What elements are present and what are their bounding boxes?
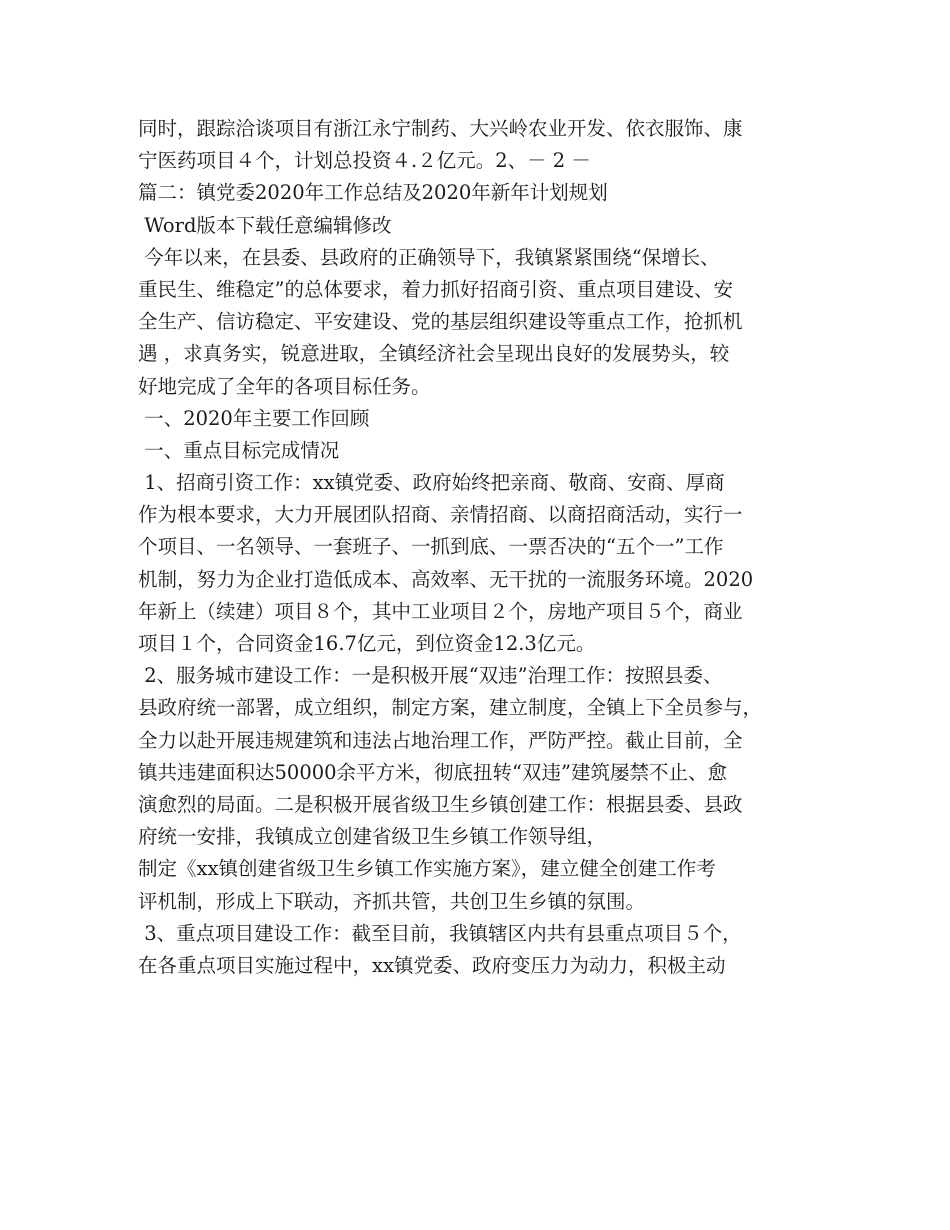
heading-line: 一、2020年主要工作回顾 <box>138 406 370 430</box>
text-line: 2、服务城市建设工作：一是积极开展“双违”治理工作：按照县委、 <box>138 664 723 688</box>
text-line: 3、重点项目建设工作：截至目前，我镇辖区内共有县重点项目５个， <box>138 921 742 945</box>
text-line: 在各重点项目实施过程中，xx镇党委、政府变压力为动力，积极主动 <box>138 953 726 977</box>
text-line: 演愈烈的局面。二是积极开展省级卫生乡镇创建工作：根据县委、县政 <box>138 792 743 816</box>
text-line: 制定《xx镇创建省级卫生乡镇工作实施方案》，建立健全创建工作考 <box>138 857 716 881</box>
text-line: 同时，跟踪洽谈项目有浙江永宁制药、大兴岭农业开发、依衣服饰、康 <box>138 117 743 140</box>
text-line: 遇 ，求真务实，锐意进取，全镇经济社会呈现出良好的发展势头，较 <box>138 342 730 366</box>
text-line: 重民生、维稳定”的总体要求，着力抓好招商引资、重点项目建设、安 <box>138 277 733 301</box>
text-line: 全力以赴开展违规建筑和违法占地治理工作，严防严控。截止目前，全 <box>138 728 743 752</box>
text-line: 府统一安排，我镇成立创建省级卫生乡镇工作领导组， <box>138 825 607 849</box>
text-line: 镇共违建面积达50000余平方米，彻底扭转“双违”建筑屡禁不止、愈 <box>138 760 727 784</box>
heading-line: 一、重点目标完成情况 <box>138 438 340 462</box>
text-line: 全生产、信访稳定、平安建设、党的基层组织建设等重点工作，抢抓机 <box>138 310 743 334</box>
text-line: 项目１个，合同资金16.7亿元，到位资金12.3亿元。 <box>138 632 596 655</box>
text-line: 作为根本要求，大力开展团队招商、亲情招商、以商招商活动，实行一 <box>138 503 743 527</box>
text-line: 评机制，形成上下联动，齐抓共管，共创卫生乡镇的氛围。 <box>138 889 646 913</box>
text-line: 1、招商引资工作：xx镇党委、政府始终把亲商、敬商、安商、厚商 <box>138 471 725 495</box>
text-line: 宁医药项目４个，计划总投资４.２亿元。2、－ 2 － <box>138 149 591 173</box>
text-line: 好地完成了全年的各项目标任务。 <box>138 374 431 398</box>
text-line: 机制，努力为企业打造低成本、高效率、无干扰的一流服务环境。2020 <box>138 567 754 591</box>
text-line: Word版本下载任意编辑修改 <box>138 213 392 237</box>
text-line: 年新上（续建）项目８个，其中工业项目２个，房地产项目５个，商业 <box>138 599 743 623</box>
text-line: 今年以来，在县委、县政府的正确领导下，我镇紧紧围绕“保增长、 <box>138 245 720 269</box>
text-line: 个项目、一名领导、一套班子、一抓到底、一票否决的“五个一”工作 <box>138 535 724 559</box>
text-line: 县政府统一部署，成立组织，制定方案，建立制度，全镇上下全员参与， <box>138 696 763 720</box>
document-body <box>138 113 818 982</box>
section-title: 篇二：镇党委2020年工作总结及2020年新年计划规划 <box>138 181 608 205</box>
